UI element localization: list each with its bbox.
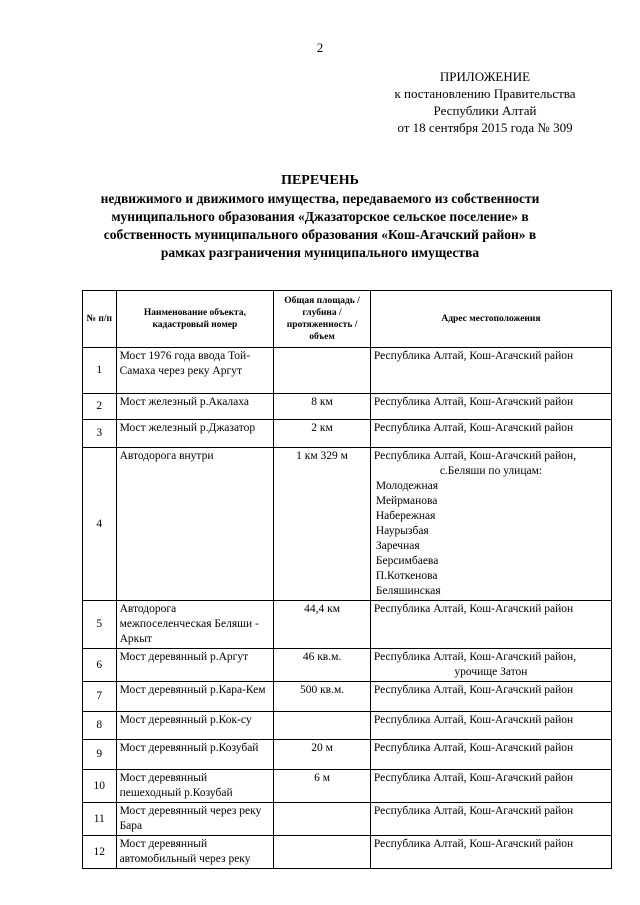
- object-address: [370, 740, 611, 770]
- table-row: [83, 740, 612, 770]
- row-number: 12: [83, 836, 117, 869]
- appendix-decree: к постановлению Правительства: [394, 86, 576, 101]
- street-item: Молодежная: [375, 480, 439, 492]
- object-size: [274, 348, 371, 394]
- table-row: [83, 448, 612, 601]
- object-name: Мост деревянный через реку Бара: [116, 803, 274, 836]
- object-address: [370, 836, 611, 869]
- row-number: 8: [83, 712, 117, 740]
- object-size: 20 м: [274, 740, 371, 770]
- table-row: [83, 649, 612, 682]
- street-list: [374, 479, 608, 599]
- street-item: Мейрманова: [375, 495, 438, 507]
- street-item: Беляшинская: [375, 585, 441, 597]
- appendix-label: ПРИЛОЖЕНИЕ: [439, 69, 531, 84]
- object-address: [370, 420, 611, 448]
- address-line-2: урочище Затон: [454, 666, 528, 678]
- table-row: [83, 803, 612, 836]
- address-line: Республика Алтай, Кош-Агачский район: [373, 714, 574, 726]
- address-line: Республика Алтай, Кош-Агачский район: [373, 422, 574, 434]
- header-size: Общая площадь / глубина / протяженность / объем: [274, 291, 371, 348]
- address-line: Республика Алтай, Кош-Агачский район: [373, 350, 574, 362]
- object-size: [274, 803, 371, 836]
- address-line: Республика Алтай, Кош-Агачский район,: [373, 651, 577, 663]
- row-number: 9: [83, 740, 117, 770]
- object-name: Автодорога межпоселенческая Беляши - Аркыт: [116, 601, 274, 649]
- object-address: [370, 601, 611, 649]
- table-header-row: [83, 291, 612, 348]
- object-name: Мост железный р.Джазатор: [116, 420, 274, 448]
- object-address: [370, 682, 611, 712]
- street-item: Заречная: [375, 540, 420, 552]
- property-table: [82, 290, 612, 869]
- title-line: муниципального образования «Джазаторское сельское поселение» в: [111, 209, 529, 224]
- object-address: [370, 712, 611, 740]
- object-name: Мост деревянный р.Кара-Кем: [116, 682, 274, 712]
- table-row: [83, 836, 612, 869]
- object-name: Мост деревянный р.Аргут: [116, 649, 274, 682]
- page-number: 2: [316, 40, 324, 55]
- title-line: собственность муниципального образования «Кош-Агачский район» в: [103, 227, 537, 242]
- object-size: 8 км: [274, 394, 371, 420]
- object-size: [274, 712, 371, 740]
- address-line-2: с.Беляши по улицам:: [439, 465, 543, 477]
- object-name: Мост деревянный р.Кок-су: [116, 712, 274, 740]
- street-item: П.Коткенова: [375, 570, 438, 582]
- row-number: 2: [83, 394, 117, 420]
- title-main: ПЕРЕЧЕНЬ: [281, 173, 359, 188]
- object-name: Мост 1976 года ввода Той-Самаха через реку Аргут: [116, 348, 274, 394]
- table-row: [83, 712, 612, 740]
- address-line: Республика Алтай, Кош-Агачский район: [373, 396, 574, 408]
- object-name: Мост железный р.Акалаха: [116, 394, 274, 420]
- table-row: [83, 601, 612, 649]
- table-row: [83, 420, 612, 448]
- object-name: Мост деревянный р.Козубай: [116, 740, 274, 770]
- object-name: Мост деревянный автомобильный через реку: [116, 836, 274, 869]
- header-address: Адрес местоположения: [370, 291, 611, 348]
- object-size: 46 кв.м.: [274, 649, 371, 682]
- document-title: [40, 172, 600, 262]
- object-size: [274, 836, 371, 869]
- row-number: 1: [83, 348, 117, 394]
- appendix-republic: Республики Алтай: [433, 103, 537, 118]
- object-address: [370, 649, 611, 682]
- object-size: 2 км: [274, 420, 371, 448]
- row-number: 11: [83, 803, 117, 836]
- object-address: [370, 770, 611, 803]
- object-size: 44,4 км: [274, 601, 371, 649]
- row-number: 5: [83, 601, 117, 649]
- object-address: [370, 348, 611, 394]
- table-row: [83, 348, 612, 394]
- address-line: Республика Алтай, Кош-Агачский район: [373, 603, 574, 615]
- address-line: Республика Алтай, Кош-Агачский район: [373, 838, 574, 850]
- header-num: № п/п: [83, 291, 117, 348]
- object-address: [370, 394, 611, 420]
- object-address: [370, 803, 611, 836]
- address-line: Республика Алтай, Кош-Агачский район: [373, 742, 574, 754]
- appendix-header: [360, 68, 610, 136]
- object-name: Автодорога внутри: [116, 448, 274, 601]
- street-item: Наурызбая: [375, 525, 429, 537]
- object-size: 1 км 329 м: [274, 448, 371, 601]
- row-number: 10: [83, 770, 117, 803]
- table-row: [83, 770, 612, 803]
- row-number: 7: [83, 682, 117, 712]
- appendix-date: от 18 сентября 2015 года № 309: [397, 120, 573, 135]
- street-item: Набережная: [375, 510, 436, 522]
- address-line: Республика Алтай, Кош-Агачский район,: [373, 450, 577, 462]
- header-name: Наименование объекта, кадастровый номер: [116, 291, 274, 348]
- row-number: 6: [83, 649, 117, 682]
- title-line: недвижимого и движимого имущества, передаваемого из собственности: [100, 191, 540, 206]
- table-row: [83, 394, 612, 420]
- object-size: 6 м: [274, 770, 371, 803]
- object-address: [370, 448, 611, 601]
- row-number: 3: [83, 420, 117, 448]
- title-line: рамках разграничения муниципального имущества: [160, 245, 480, 260]
- address-line: Республика Алтай, Кош-Агачский район: [373, 772, 574, 784]
- row-number: 4: [83, 448, 117, 601]
- table-row: [83, 682, 612, 712]
- object-size: 500 кв.м.: [274, 682, 371, 712]
- address-line: Республика Алтай, Кош-Агачский район: [373, 805, 574, 817]
- table-body: [83, 348, 612, 869]
- street-item: Берсимбаева: [375, 555, 439, 567]
- object-name: Мост деревянный пешеходный р.Козубай: [116, 770, 274, 803]
- address-line: Республика Алтай, Кош-Агачский район: [373, 684, 574, 696]
